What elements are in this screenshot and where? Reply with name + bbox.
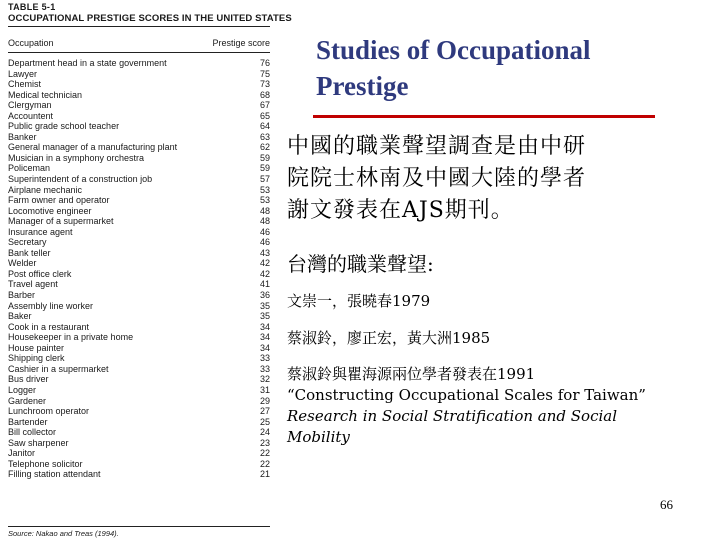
table-row	[8, 216, 270, 227]
score-cell: 48	[259, 205, 270, 216]
occupation-cell: Barber	[8, 290, 36, 301]
table-row	[8, 69, 270, 80]
occupation-cell: Filling station attendant	[8, 469, 101, 480]
score-cell: 22	[259, 448, 270, 459]
score-cell: 22	[259, 458, 270, 469]
occupation-cell: Janitor	[8, 448, 36, 459]
table-row	[8, 279, 270, 290]
occupation-cell: Lunchroom operator	[8, 406, 90, 417]
score-cell: 36	[259, 290, 270, 301]
table-row	[8, 438, 270, 449]
page-number: 66	[660, 497, 673, 512]
slide-title-line: Prestige	[316, 71, 409, 101]
score-cell: 73	[259, 79, 270, 90]
table-row	[8, 195, 270, 206]
paragraph-line: 謝文發表在AJS期刊。	[287, 198, 514, 223]
occupation-cell: Locomotive engineer	[8, 205, 92, 216]
table-source: Source: Nakao and Treas (1994).	[8, 529, 119, 538]
score-cell: 48	[259, 216, 270, 227]
occupation-cell: Secretary	[8, 237, 47, 248]
occupation-cell: Insurance agent	[8, 226, 73, 237]
occupation-cell: Banker	[8, 131, 37, 142]
paragraph-line: 中國的職業聲望調查是由中研	[287, 134, 587, 159]
occupation-cell: Chemist	[8, 79, 42, 90]
occupation-cell: Manager of a supermarket	[8, 216, 114, 227]
table-row	[8, 427, 270, 438]
paragraph-line: 院院士林南及中國大陸的學者	[287, 166, 587, 191]
occupation-cell: Bus driver	[8, 374, 49, 385]
table-top-rule	[8, 26, 270, 27]
slide-title	[316, 32, 591, 104]
table-title: OCCUPATIONAL PRESTIGE SCORES IN THE UNITED STATES	[8, 13, 292, 24]
occupation-cell: Bank teller	[8, 247, 51, 258]
occupation-cell: Telephone solicitor	[8, 458, 83, 469]
table-row	[8, 374, 270, 385]
table-row	[8, 258, 270, 269]
occupation-cell: Bill collector	[8, 427, 57, 438]
score-cell: 42	[259, 268, 270, 279]
occupation-cell: Superintendent of a construction job	[8, 174, 153, 185]
occupation-cell: Farm owner and operator	[8, 195, 110, 206]
score-cell: 63	[259, 131, 270, 142]
table-row	[8, 185, 270, 196]
score-cell: 34	[259, 342, 270, 353]
occupation-cell: Accountent	[8, 110, 54, 121]
table-row	[8, 469, 270, 480]
score-cell: 53	[259, 184, 270, 195]
score-cell: 62	[259, 142, 270, 153]
score-cell: 27	[259, 406, 270, 417]
score-cell: 33	[259, 363, 270, 374]
score-cell: 46	[259, 226, 270, 237]
occupational-prestige-table	[4, 2, 292, 538]
table-label: TABLE 5-1	[8, 2, 56, 12]
score-cell: 57	[259, 174, 270, 185]
table-row	[8, 448, 270, 459]
table-row	[8, 227, 270, 238]
table-row	[8, 353, 270, 364]
occupation-cell: Gardener	[8, 395, 47, 406]
table-row	[8, 332, 270, 343]
occupation-cell: Saw sharpener	[8, 437, 69, 448]
score-cell: 24	[259, 427, 270, 438]
score-cell: 59	[259, 152, 270, 163]
table-row	[8, 364, 270, 375]
occupation-cell: Assembly line worker	[8, 300, 94, 311]
table-body	[8, 58, 270, 480]
citation-journal: Mobility	[287, 428, 350, 446]
score-cell: 29	[259, 395, 270, 406]
table-row	[8, 417, 270, 428]
score-cell: 42	[259, 258, 270, 269]
table-row	[8, 269, 270, 280]
score-cell: 65	[259, 110, 270, 121]
table-row	[8, 100, 270, 111]
occupation-cell: Travel agent	[8, 279, 58, 290]
score-cell: 34	[259, 332, 270, 343]
score-cell: 64	[259, 121, 270, 132]
score-cell: 41	[259, 279, 270, 290]
score-cell: 31	[259, 384, 270, 395]
title-underline	[313, 115, 655, 118]
occupation-cell: Bartender	[8, 416, 48, 427]
table-row	[8, 79, 270, 90]
citation-1991	[287, 364, 707, 448]
score-cell: 25	[259, 416, 270, 427]
occupation-cell: General manager of a manufacturing plant	[8, 142, 178, 153]
table-row	[8, 90, 270, 101]
table-row	[8, 237, 270, 248]
table-row	[8, 343, 270, 354]
paragraph-china-study	[287, 131, 687, 227]
occupation-cell: Shipping clerk	[8, 353, 65, 364]
score-cell: 35	[259, 311, 270, 322]
column-header-score: Prestige score	[212, 38, 270, 48]
occupation-cell: Cook in a restaurant	[8, 321, 90, 332]
table-row	[8, 58, 270, 69]
occupation-cell: Welder	[8, 258, 37, 269]
score-cell: 21	[259, 469, 270, 480]
score-cell: 32	[259, 374, 270, 385]
score-cell: 43	[259, 247, 270, 258]
citation-1979: 文崇一，張曉春1979	[287, 292, 431, 310]
table-row	[8, 142, 270, 153]
table-row	[8, 121, 270, 132]
citation-article-title: “Constructing Occupational Scales for Taiwan”	[287, 386, 646, 404]
table-row	[8, 163, 270, 174]
column-header-occupation: Occupation	[8, 38, 54, 48]
table-row	[8, 396, 270, 407]
score-cell: 76	[259, 58, 270, 68]
slide-title-line: Studies of Occupational	[316, 35, 591, 65]
table-row	[8, 459, 270, 470]
score-cell: 33	[259, 353, 270, 364]
table-row	[8, 311, 270, 322]
citation-line: 蔡淑鈴與瞿海源兩位學者發表在1991	[287, 365, 536, 383]
occupation-cell: Department head in a state government	[8, 58, 167, 68]
table-row	[8, 290, 270, 301]
table-row	[8, 132, 270, 143]
table-row	[8, 206, 270, 217]
occupation-cell: Housekeeper in a private home	[8, 332, 134, 343]
table-row	[8, 385, 270, 396]
table-bottom-rule	[8, 526, 270, 527]
score-cell: 23	[259, 437, 270, 448]
table-row	[8, 406, 270, 417]
table-row	[8, 301, 270, 312]
heading-taiwan-prestige: 台灣的職業聲望:	[287, 252, 434, 276]
occupation-cell: House painter	[8, 342, 65, 353]
score-cell: 34	[259, 321, 270, 332]
occupation-cell: Cashier in a supermarket	[8, 363, 109, 374]
table-header-rule	[8, 52, 270, 53]
table-row	[8, 111, 270, 122]
score-cell: 59	[259, 163, 270, 174]
score-cell: 75	[259, 68, 270, 79]
score-cell: 67	[259, 100, 270, 111]
table-row	[8, 322, 270, 333]
occupation-cell: Public grade school teacher	[8, 121, 120, 132]
table-row	[8, 248, 270, 259]
occupation-cell: Medical technician	[8, 89, 83, 100]
occupation-cell: Logger	[8, 384, 37, 395]
occupation-cell: Baker	[8, 311, 32, 322]
score-cell: 53	[259, 195, 270, 206]
occupation-cell: Post office clerk	[8, 268, 72, 279]
score-cell: 46	[259, 237, 270, 248]
score-cell: 68	[259, 89, 270, 100]
occupation-cell: Airplane mechanic	[8, 184, 83, 195]
occupation-cell: Musician in a symphony orchestra	[8, 152, 145, 163]
occupation-cell: Clergyman	[8, 100, 52, 111]
table-row	[8, 153, 270, 164]
table-row	[8, 174, 270, 185]
occupation-cell: Policeman	[8, 163, 51, 174]
score-cell: 35	[259, 300, 270, 311]
citation-1985: 蔡淑鈴，廖正宏，黃大洲1985	[287, 329, 491, 347]
citation-journal: Research in Social Stratification and Social	[287, 407, 618, 425]
occupation-cell: Lawyer	[8, 68, 38, 79]
